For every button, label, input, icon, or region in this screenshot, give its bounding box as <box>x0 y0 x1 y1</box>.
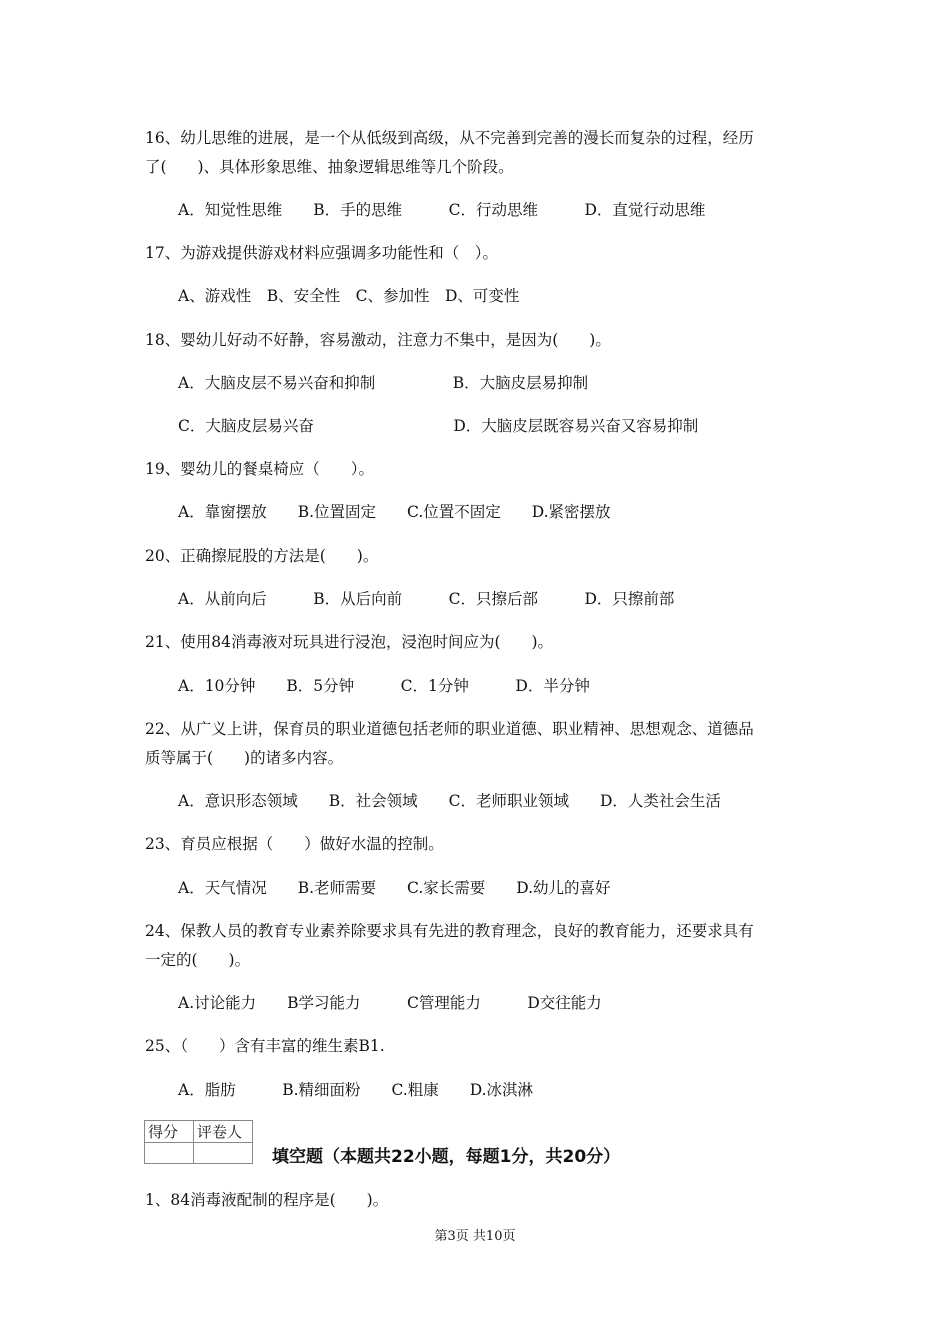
score-table-header-score: 得分 <box>145 1121 194 1143</box>
score-cell <box>145 1143 194 1164</box>
question-25-stem: 25、（ ）含有丰富的维生素B1. <box>145 1037 385 1055</box>
question-22-stem-line-2: 质等属于( )的诸多内容。 <box>145 749 344 767</box>
question-20-stem: 20、正确擦屁股的方法是( )。 <box>145 547 379 565</box>
score-table-header-grader: 评卷人 <box>194 1121 253 1143</box>
question-24-options: A.讨论能力 B学习能力 C管理能力 D交往能力 <box>178 994 602 1012</box>
question-19-options: A．靠窗摆放 B.位置固定 C.位置不固定 D.紧密摆放 <box>178 503 611 521</box>
question-17-options: A、游戏性 B、安全性 C、参加性 D、可变性 <box>178 287 520 305</box>
question-21-stem: 21、使用84消毒液对玩具进行浸泡，浸泡时间应为( )。 <box>145 633 554 651</box>
question-18-options-row-2: C．大脑皮层易兴奋 D．大脑皮层既容易兴奋又容易抑制 <box>178 417 699 435</box>
question-18-options-row-1: A．大脑皮层不易兴奋和抑制 B．大脑皮层易抑制 <box>178 374 589 392</box>
section-title: 填空题（本题共22小题，每题1分，共20分） <box>272 1147 621 1167</box>
question-19-stem: 19、婴幼儿的餐桌椅应（ ）。 <box>145 460 374 478</box>
question-24-stem-line-1: 24、保教人员的教育专业素养除要求具有先进的教育理念，良好的教育能力，还要求具有 <box>145 922 754 940</box>
page-footer: 第3页 共10页 <box>434 1229 516 1244</box>
question-22-stem-line-1: 22、从广义上讲，保育员的职业道德包括老师的职业道德、职业精神、思想观念、道德品 <box>145 720 754 738</box>
question-16-stem-line-1: 16、幼儿思维的进展，是一个从低级到高级，从不完善到完善的漫长而复杂的过程，经历 <box>145 129 754 147</box>
score-table-entry-row <box>145 1143 253 1164</box>
fill-question-1: 1、84消毒液配制的程序是( )。 <box>145 1191 389 1209</box>
question-21-options: A．10分钟 B．5分钟 C．1分钟 D．半分钟 <box>178 677 590 695</box>
question-18-stem: 18、婴幼儿好动不好静，容易激动，注意力不集中，是因为( )。 <box>145 331 611 349</box>
score-table <box>144 1120 253 1164</box>
grader-cell <box>194 1143 253 1164</box>
question-23-options: A．天气情况 B.老师需要 C.家长需要 D.幼儿的喜好 <box>178 879 611 897</box>
question-25-options: A．脂肪 B.精细面粉 C.粗康 D.冰淇淋 <box>178 1081 534 1099</box>
question-16-options: A．知觉性思维 B．手的思维 C．行动思维 D．直觉行动思维 <box>178 201 706 219</box>
question-23-stem: 23、育员应根据（ ）做好水温的控制。 <box>145 835 444 853</box>
score-table-header-row <box>145 1121 253 1143</box>
question-17-stem: 17、为游戏提供游戏材料应强调多功能性和（ ）。 <box>145 244 498 262</box>
question-16-stem-line-2: 了( )、具体形象思维、抽象逻辑思维等几个阶段。 <box>145 158 514 176</box>
question-24-stem-line-2: 一定的( )。 <box>145 951 251 969</box>
question-20-options: A．从前向后 B．从后向前 C．只擦后部 D．只擦前部 <box>178 590 675 608</box>
question-22-options: A．意识形态领域 B．社会领域 C．老师职业领域 D．人类社会生活 <box>178 792 721 810</box>
